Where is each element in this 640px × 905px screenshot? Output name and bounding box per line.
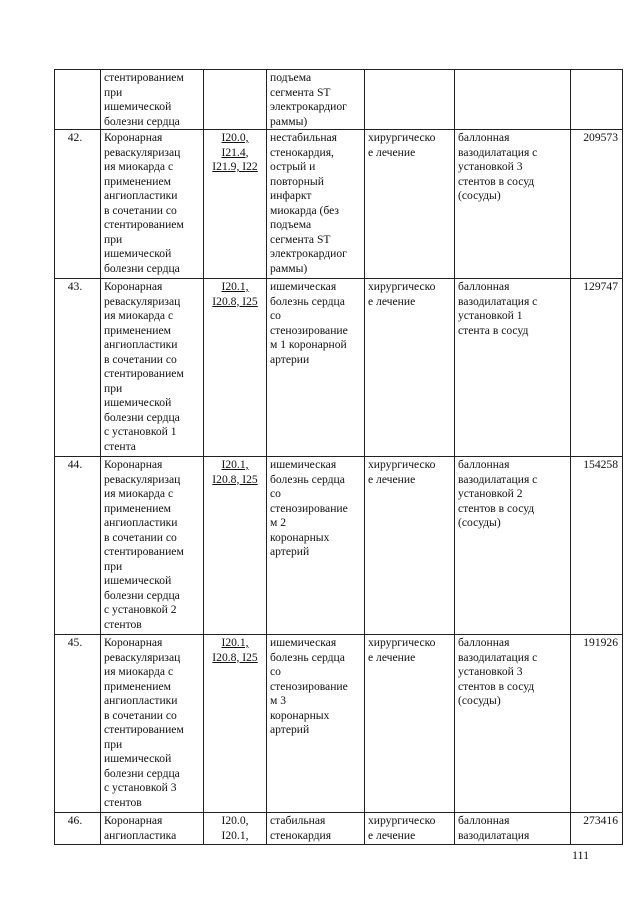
procedure-name-line: с установкой 3 xyxy=(104,781,177,794)
cost-value: 209573 xyxy=(583,131,618,144)
diagnosis-line: стенозирование xyxy=(270,501,348,515)
treatment-method-cell xyxy=(455,130,571,279)
icd-codes-line: I20.1, xyxy=(221,828,249,842)
procedure-name-line: применением xyxy=(104,679,171,693)
diagnosis-cell xyxy=(267,70,365,130)
procedure-name-line: стентированием xyxy=(104,367,184,380)
treatment-method-line: баллонная xyxy=(458,814,510,827)
treatment-method-line: установкой 2 xyxy=(458,487,523,500)
procedure-name-line: реваскуляризац xyxy=(104,294,181,308)
icd-codes-cell xyxy=(204,813,267,845)
diagnosis-line: артерий xyxy=(270,723,310,736)
treatment-method-line: вазодилатация с xyxy=(458,472,538,486)
procedure-name-line: реваскуляризац xyxy=(104,145,181,159)
treatment-type-line: е лечение xyxy=(368,145,416,159)
diagnosis-line: повторный xyxy=(270,174,324,188)
treatment-method-line: установкой 3 xyxy=(458,665,523,678)
diagnosis-cell xyxy=(267,279,365,457)
treatment-type-line: е лечение xyxy=(368,472,416,486)
procedure-name-line: ангиопластики xyxy=(104,338,178,351)
treatment-method-cell xyxy=(455,813,571,845)
diagnosis-line: болезнь сердца xyxy=(270,294,345,308)
procedure-name-line: стентов xyxy=(104,795,142,809)
diagnosis-cell xyxy=(267,635,365,813)
procedure-name-line: стентированием xyxy=(104,723,184,736)
diagnosis-line: со xyxy=(270,487,281,500)
diagnosis-line: ишемическая xyxy=(270,458,337,471)
table-row xyxy=(55,813,623,845)
treatment-method-line: стентов в сосуд xyxy=(458,174,535,188)
diagnosis-line: м 2 xyxy=(270,516,287,529)
diagnosis-line: м 1 коронарной xyxy=(270,338,347,351)
icd-codes-line: I20.1, xyxy=(221,458,249,471)
procedure-name-line: Коронарная xyxy=(104,458,163,471)
procedure-name-line: применением xyxy=(104,501,171,515)
procedure-name-line: ия миокарда с xyxy=(104,160,174,173)
procedure-name-cell xyxy=(101,813,204,845)
treatment-method-line: баллонная xyxy=(458,636,510,649)
diagnosis-line: ишемическая xyxy=(270,636,337,649)
treatment-method-cell xyxy=(455,635,571,813)
procedure-name-line: при xyxy=(104,232,123,246)
procedure-name-cell xyxy=(101,279,204,457)
diagnosis-line: электрокардиог xyxy=(270,100,347,113)
row-number-cell xyxy=(55,279,101,457)
treatment-type-cell xyxy=(365,635,455,813)
treatment-method-line: стентов в сосуд xyxy=(458,679,535,693)
procedure-name-line: в сочетании со xyxy=(104,203,177,217)
icd-codes-line: I20.8, I25 xyxy=(212,650,258,664)
treatment-type-cell xyxy=(365,70,455,130)
treatment-method-cell xyxy=(455,70,571,130)
procedure-name-line: при xyxy=(104,559,123,573)
cost-value-cell xyxy=(571,70,623,130)
procedure-name-line: реваскуляризац xyxy=(104,472,181,486)
diagnosis-line: инфаркт xyxy=(270,189,312,202)
treatment-type-line: хирургическо xyxy=(368,458,436,471)
treatment-type-cell xyxy=(365,457,455,635)
treatment-method-line: вазодилатация с xyxy=(458,294,538,308)
treatment-method-cell xyxy=(455,279,571,457)
diagnosis-line: болезнь сердца xyxy=(270,650,345,664)
icd-codes-cell xyxy=(204,279,267,457)
diagnosis-line: коронарных xyxy=(270,708,330,722)
diagnosis-cell xyxy=(267,813,365,845)
treatment-type-cell xyxy=(365,279,455,457)
treatment-type-line: хирургическо xyxy=(368,814,436,827)
treatment-method-line: баллонная xyxy=(458,458,510,471)
icd-codes-line: I20.8, I25 xyxy=(212,472,258,486)
procedure-name-line: ишемической xyxy=(104,100,172,113)
treatment-method-line: вазодилатация с xyxy=(458,650,538,664)
icd-codes-cell xyxy=(204,635,267,813)
procedure-name-line: Коронарная xyxy=(104,814,163,827)
procedure-name-line: болезни сердца xyxy=(104,114,180,128)
procedure-name-cell xyxy=(101,130,204,279)
procedure-name-line: стента xyxy=(104,439,136,453)
diagnosis-line: раммы) xyxy=(270,114,308,128)
treatment-method-line: баллонная xyxy=(458,131,510,144)
treatment-type-line: хирургическо xyxy=(368,131,436,144)
diagnosis-line: острый и xyxy=(270,160,316,173)
treatment-method-line: установкой 1 xyxy=(458,309,523,322)
procedure-name-line: в сочетании со xyxy=(104,708,177,722)
procedure-name-line: ия миокарда с xyxy=(104,309,174,322)
icd-codes-line: I20.8, I25 xyxy=(212,294,258,308)
diagnosis-line: со xyxy=(270,665,281,678)
treatment-type-cell xyxy=(365,130,455,279)
treatment-method-cell xyxy=(455,457,571,635)
cost-value: 191926 xyxy=(583,636,618,649)
procedure-name-cell xyxy=(101,457,204,635)
treatment-method-line: (сосуды) xyxy=(458,189,501,202)
procedure-name-line: стентированием xyxy=(104,545,184,558)
procedure-name-line: ангиопластика xyxy=(104,828,177,842)
procedure-name-line: болезни сердца xyxy=(104,588,180,602)
treatment-type-line: е лечение xyxy=(368,294,416,308)
diagnosis-line: стенокардия xyxy=(270,828,332,842)
treatment-type-line: хирургическо xyxy=(368,280,436,293)
procedure-name-line: Коронарная xyxy=(104,131,163,144)
procedure-name-line: болезни сердца xyxy=(104,261,180,275)
procedure-name-line: ишемической xyxy=(104,574,172,587)
icd-codes-cell xyxy=(204,130,267,279)
treatment-method-line: (сосуды) xyxy=(458,694,501,707)
icd-codes-line: I21.4, xyxy=(221,145,249,159)
cost-value-cell xyxy=(571,813,623,845)
diagnosis-line: стабильная xyxy=(270,814,326,827)
procedures-grid xyxy=(54,69,623,845)
row-number-cell xyxy=(55,813,101,845)
diagnosis-cell xyxy=(267,457,365,635)
diagnosis-line: артерии xyxy=(270,352,310,366)
treatment-type-line: е лечение xyxy=(368,828,416,842)
treatment-type-cell xyxy=(365,813,455,845)
diagnosis-line: стенозирование xyxy=(270,323,348,337)
procedure-name-line: ангиопластики xyxy=(104,516,178,529)
treatment-method-line: установкой 3 xyxy=(458,160,523,173)
cost-value-cell xyxy=(571,279,623,457)
diagnosis-line: сегмента ST xyxy=(270,232,331,246)
cost-value-cell xyxy=(571,635,623,813)
procedure-name-line: с установкой 1 xyxy=(104,425,177,438)
icd-codes-cell xyxy=(204,457,267,635)
row-number: 46. xyxy=(67,814,83,827)
diagnosis-line: подъема xyxy=(270,71,312,84)
table-row xyxy=(55,635,623,813)
treatment-method-line: баллонная xyxy=(458,280,510,293)
procedure-name-line: в сочетании со xyxy=(104,530,177,544)
procedures-table xyxy=(54,69,622,845)
procedure-name-line: реваскуляризац xyxy=(104,650,181,664)
treatment-method-line: (сосуды) xyxy=(458,516,501,529)
procedure-name-line: ангиопластики xyxy=(104,694,178,707)
icd-codes-line: I20.1, xyxy=(221,636,249,649)
icd-codes-line: I21.9, I22 xyxy=(212,160,258,173)
treatment-method-line: вазодилатация xyxy=(458,828,530,842)
procedure-name-line: ия миокарда с xyxy=(104,665,174,678)
cost-value: 154258 xyxy=(583,458,618,471)
procedure-name-line: болезни сердца xyxy=(104,410,180,424)
diagnosis-line: подъема xyxy=(270,218,312,231)
diagnosis-line: стенозирование xyxy=(270,679,348,693)
diagnosis-line: электрокардиог xyxy=(270,247,347,260)
procedure-name-line: болезни сердца xyxy=(104,766,180,780)
procedure-name-line: в сочетании со xyxy=(104,352,177,366)
procedure-name-line: стентированием xyxy=(104,71,184,84)
diagnosis-line: коронарных xyxy=(270,530,330,544)
procedure-name-line: с установкой 2 xyxy=(104,603,177,616)
procedure-name-cell xyxy=(101,70,204,130)
procedure-name-line: ия миокарда с xyxy=(104,487,174,500)
page-number: 111 xyxy=(572,848,590,862)
row-number-cell xyxy=(55,635,101,813)
procedure-name-line: применением xyxy=(104,174,171,188)
cost-value-cell xyxy=(571,130,623,279)
diagnosis-line: артерий xyxy=(270,545,310,558)
treatment-method-line: стента в сосуд xyxy=(458,323,529,337)
procedure-name-line: ишемической xyxy=(104,752,172,765)
procedure-name-line: при xyxy=(104,381,123,395)
icd-codes-line: I20.0, xyxy=(221,814,249,827)
treatment-method-line: вазодилатация с xyxy=(458,145,538,159)
icd-codes-cell xyxy=(204,70,267,130)
treatment-type-line: е лечение xyxy=(368,650,416,664)
procedure-name-line: Коронарная xyxy=(104,636,163,649)
procedure-name-line: применением xyxy=(104,323,171,337)
diagnosis-line: нестабильная xyxy=(270,131,337,144)
diagnosis-line: миокарда (без xyxy=(270,203,340,217)
table-row xyxy=(55,279,623,457)
procedure-name-line: ишемической xyxy=(104,247,172,260)
diagnosis-line: раммы) xyxy=(270,261,308,275)
treatment-type-line: хирургическо xyxy=(368,636,436,649)
procedure-name-line: ишемической xyxy=(104,396,172,409)
procedure-name-line: стентов xyxy=(104,617,142,631)
procedure-name-line: при xyxy=(104,85,123,99)
table-row xyxy=(55,70,623,130)
procedure-name-line: стентированием xyxy=(104,218,184,231)
table-row xyxy=(55,130,623,279)
icd-codes-line: I20.1, xyxy=(221,280,249,293)
cost-value-cell xyxy=(571,457,623,635)
row-number-cell xyxy=(55,70,101,130)
row-number: 45. xyxy=(67,636,83,649)
diagnosis-line: со xyxy=(270,309,281,322)
row-number: 43. xyxy=(67,280,83,293)
diagnosis-line: стенокардия, xyxy=(270,145,334,159)
diagnosis-line: сегмента ST xyxy=(270,85,331,99)
row-number-cell xyxy=(55,457,101,635)
treatment-method-line: стентов в сосуд xyxy=(458,501,535,515)
row-number-cell xyxy=(55,130,101,279)
diagnosis-line: м 3 xyxy=(270,694,287,707)
diagnosis-cell xyxy=(267,130,365,279)
cost-value: 129747 xyxy=(583,280,618,293)
procedure-name-line: при xyxy=(104,737,123,751)
cost-value: 273416 xyxy=(583,814,618,827)
row-number: 42. xyxy=(67,131,83,144)
procedure-name-line: Коронарная xyxy=(104,280,163,293)
row-number: 44. xyxy=(67,458,83,471)
icd-codes-line: I20.0, xyxy=(221,131,249,144)
diagnosis-line: болезнь сердца xyxy=(270,472,345,486)
procedure-name-cell xyxy=(101,635,204,813)
table-row xyxy=(55,457,623,635)
diagnosis-line: ишемическая xyxy=(270,280,337,293)
procedure-name-line: ангиопластики xyxy=(104,189,178,202)
